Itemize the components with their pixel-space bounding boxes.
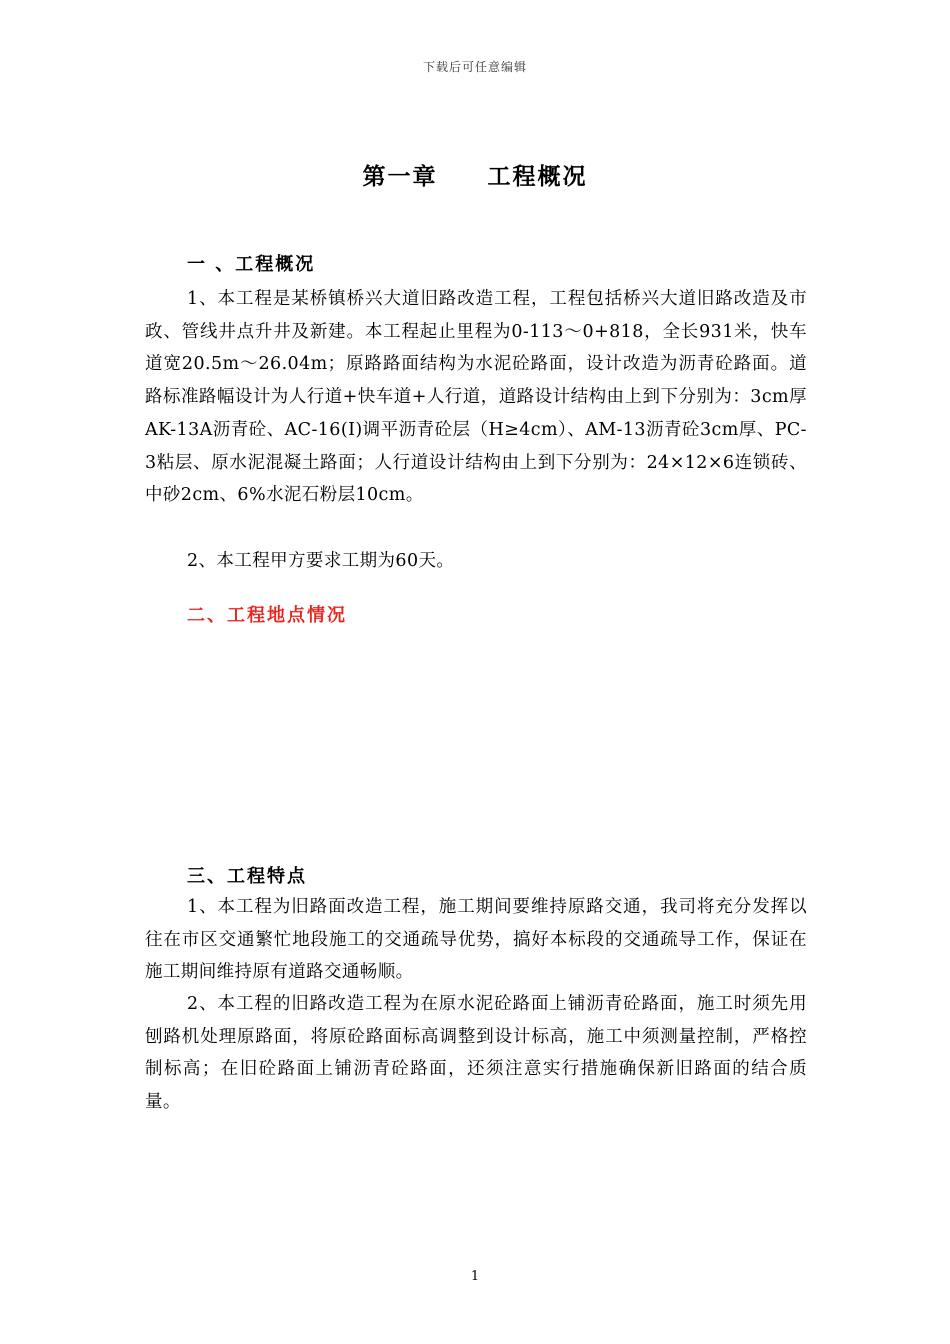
chapter-title — [0, 158, 950, 191]
paragraph-overview-2: 2、本工程甲方要求工期为60天。 — [187, 551, 455, 571]
section-heading-features: 三、工程特点 — [187, 866, 307, 887]
page-header: 下载后可任意编辑 — [422, 60, 527, 74]
section-heading-overview: 一 、工程概况 — [187, 254, 316, 275]
paragraph-features-2: 2、本工程的旧路改造工程为在原水泥砼路面上铺沥青砼路面，施工时须先用刨路机处理原路面，将原砼路面标高调整到设计标高，施工中须测量控制，严格控制标高；在旧砼路面上铺沥青砼路面，还须注意实行措施确保新旧路面的结合质量。 — [145, 994, 807, 1113]
paragraph-features-1: 1、本工程为旧路面改造工程，施工期间要维持原路交通，我司将充分发挥以往在市区交通繁忙地段施工的交通疏导优势，搞好本标段的交通疏导工作，保证在施工期间维持原有道路交通畅顺。 — [145, 897, 807, 983]
chapter-number: 第一章 — [362, 164, 438, 190]
page-number: 1 — [470, 1269, 480, 1284]
paragraph-overview-1: 1、本工程是某桥镇桥兴大道旧路改造工程，工程包括桥兴大道旧路改造及市政、管线井点升井及新建。本工程起止里程为0-113～0+818，全长931米，快车道宽20.5m～26.04m；原路路面结构为水泥砼路面，设计改造为沥青砼路面。道路标准路幅设计为人行道+快车道+人行道，道路设计结构由上到下分别为：3cm厚AK-13A沥青砼、AC-16(I)调平沥青砼层（H≥4cm）、AM-13沥青砼3cm厚、PC-3粘层、原水泥混凝土路面；人行道设计结构由上到下分别为：24×12×6连锁砖、中砂2cm、6%水泥石粉层10cm。 — [145, 289, 807, 506]
section-heading-site: 二、工程地点情况 — [187, 605, 347, 626]
chapter-name: 工程概况 — [487, 164, 588, 190]
